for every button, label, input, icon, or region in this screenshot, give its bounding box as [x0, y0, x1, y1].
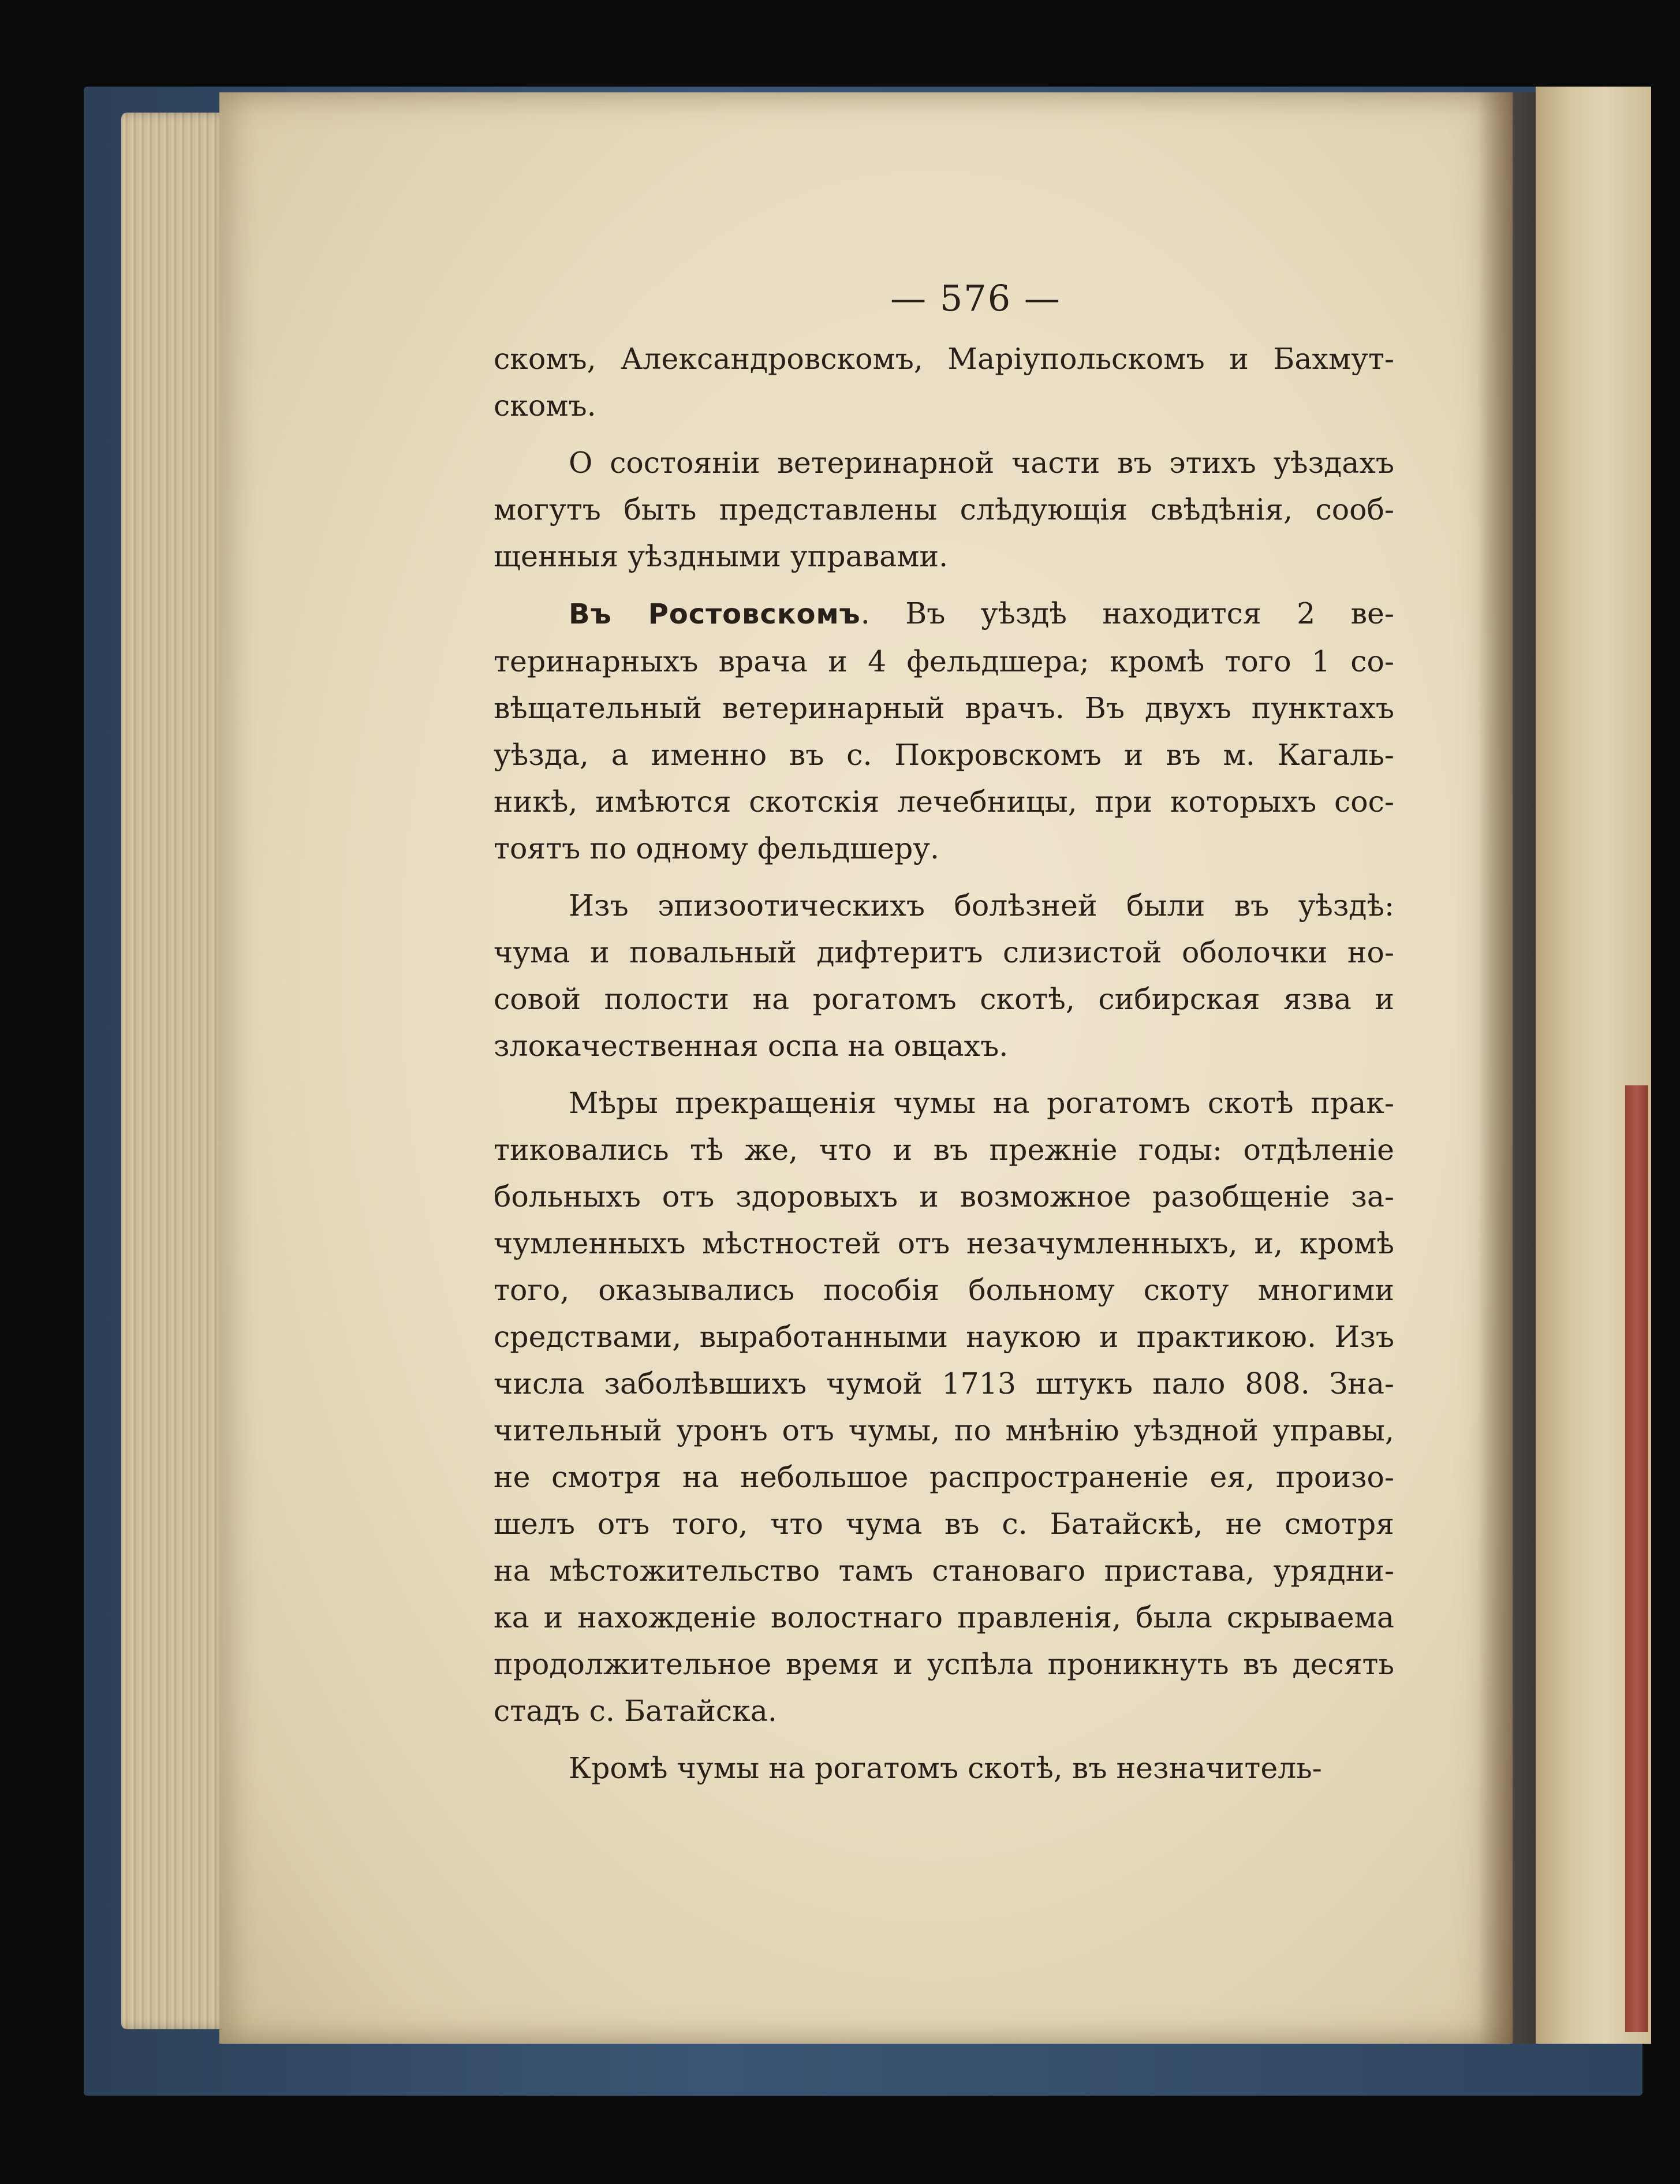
paragraph-gap	[494, 872, 1394, 882]
paragraph	[494, 590, 1394, 872]
text-line: никѣ, имѣются скотскія лечебницы, при которыхъ сос-	[494, 785, 1394, 819]
text-line: совой полости на рогатомъ скотѣ, сибирская язва и	[494, 982, 1394, 1016]
section-heading: Въ Ростовскомъ	[569, 598, 861, 630]
paragraph	[494, 1080, 1394, 1734]
text-line: шелъ отъ того, что чума въ с. Батайскѣ, не смотря	[494, 1507, 1394, 1541]
text-line: ка и нахожденіе волостнаго правленія, была скрываема	[494, 1600, 1394, 1634]
paragraph-gap	[494, 429, 1394, 439]
text-line: тоятъ по одному фельдшеру.	[494, 831, 940, 865]
text-line: того, оказывались пособія больному скоту многими	[494, 1273, 1394, 1307]
text-line: чительный уронъ отъ чумы, по мнѣнію уѣздной управы,	[494, 1413, 1394, 1447]
text-run: . Въ уѣздѣ находится 2 ве-	[860, 596, 1394, 630]
paragraph-gap	[494, 580, 1394, 590]
text-line: чумленныхъ мѣстностей отъ незачумленныхъ, и, кромѣ	[494, 1226, 1394, 1260]
paragraph-gap	[494, 1069, 1394, 1080]
text-line: могутъ быть представлены слѣдующія свѣдѣнія, сооб-	[494, 492, 1394, 527]
paragraph	[494, 882, 1394, 1069]
text-line: чума и повальный дифтеритъ слизистой оболочки но-	[494, 935, 1394, 969]
text-line: тиковались тѣ же, что и въ прежніе годы: отдѣленіе	[494, 1133, 1394, 1167]
binding-edge	[1625, 1085, 1648, 2032]
paragraph	[494, 1745, 1394, 1791]
page-number: — 576 —	[890, 277, 1061, 319]
paragraph-gap	[494, 1734, 1394, 1745]
text-line: продолжительное время и успѣла проникнуть въ десять	[494, 1647, 1394, 1681]
paragraphs	[494, 335, 1394, 1791]
text-line: скомъ, Александровскомъ, Маріупольскомъ и Бахмут-	[494, 342, 1394, 376]
text-line: теринарныхъ врача и 4 фельдшера; кромѣ того 1 со-	[494, 644, 1394, 678]
text-line: злокачественная оспа на овцахъ.	[494, 1029, 1009, 1063]
text-line: вѣщательный ветеринарный врачъ. Въ двухъ пунктахъ	[494, 691, 1394, 725]
text-line: Кромѣ чумы на рогатомъ скотѣ, въ незначитель-	[569, 1751, 1322, 1785]
text-line: не смотря на небольшое распространеніе ея, произо-	[494, 1460, 1394, 1494]
text-line: стадъ с. Батайска.	[494, 1694, 777, 1728]
text-line: средствами, выработанными наукою и практикою. Изъ	[494, 1320, 1394, 1354]
text-line: Мѣры прекращенія чумы на рогатомъ скотѣ прак-	[569, 1086, 1394, 1120]
text-line: больныхъ отъ здоровыхъ и возможное разобщеніе за-	[494, 1179, 1394, 1214]
text-line: О состояніи ветеринарной части въ этихъ уѣздахъ	[569, 446, 1394, 480]
text-line	[494, 590, 1394, 638]
text-line: уѣзда, а именно въ с. Покровскомъ и въ м. Кагаль-	[494, 738, 1394, 772]
text-line: на мѣстожительство тамъ становаго пристава, урядни-	[494, 1554, 1394, 1588]
page-edges	[121, 113, 231, 2029]
text-line: Изъ эпизоотическихъ болѣзней были въ уѣздѣ:	[569, 888, 1394, 923]
page-text	[494, 277, 1394, 1791]
text-line: скомъ.	[494, 389, 596, 423]
text-line: числа заболѣвшихъ чумой 1713 штукъ пало 808. Зна-	[494, 1367, 1394, 1401]
text-line: щенныя уѣздными управами.	[494, 539, 949, 573]
paragraph	[494, 335, 1394, 429]
paragraph	[494, 439, 1394, 580]
